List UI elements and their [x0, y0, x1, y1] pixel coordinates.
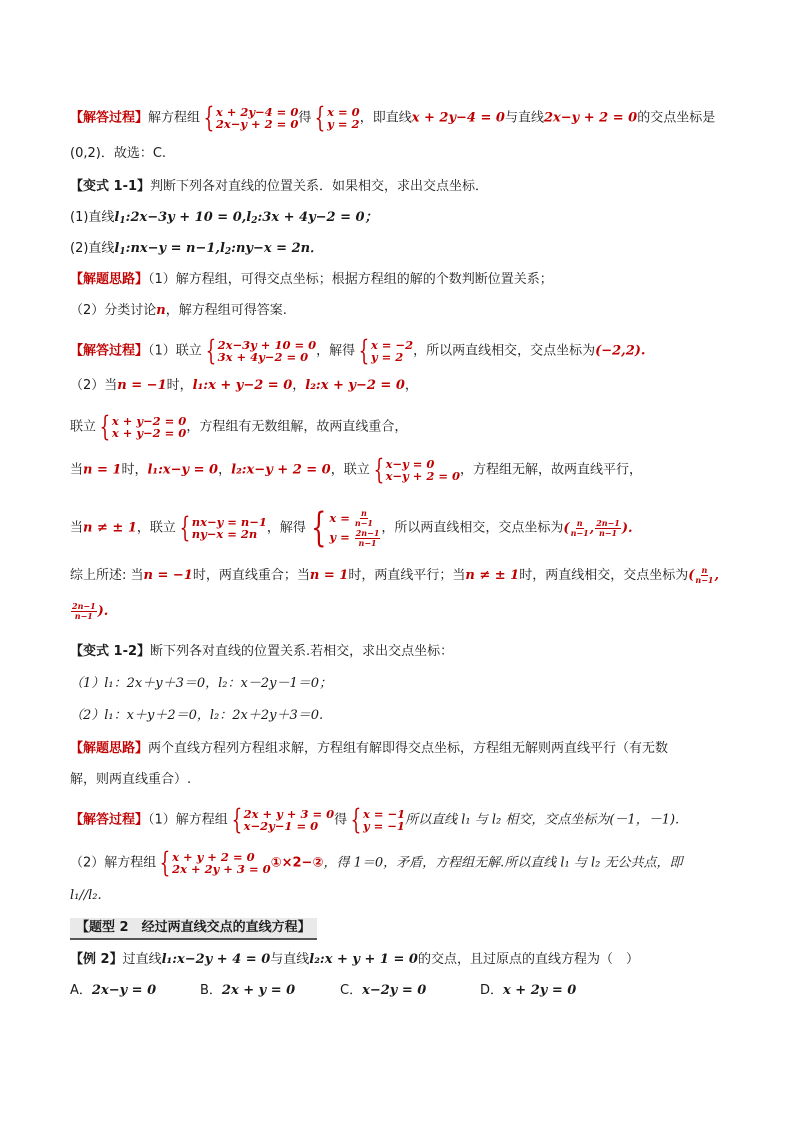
text: ，联立 — [330, 462, 370, 478]
variant-1-2-item-1 — [70, 675, 332, 693]
variant-text: 断下列各对直线的位置关系.若相交，求出交点坐标： — [150, 644, 454, 659]
section-heading: 【题型 2 经过两直线交点的直线方程】 — [70, 918, 317, 940]
variant-1-1-item-1 — [70, 209, 378, 230]
text: ， — [292, 378, 306, 393]
option-value: x−2y = 0 — [362, 983, 427, 998]
system-row: 2x + y + 3 = 0 — [243, 807, 335, 821]
equation-system: { x + y + 2 = 0 2x + 2y + 3 = 0 — [159, 846, 271, 879]
text: 联立 — [70, 419, 97, 435]
text: （1）解方程组 — [148, 812, 228, 828]
equation: l₂:x + y−2 = 0 — [305, 378, 405, 393]
answer-line — [70, 145, 166, 163]
equation: x + 2y−4 = 0 — [411, 110, 505, 126]
system-row: x−y + 2 = 0 — [385, 469, 461, 483]
equation-system: { 2x + y + 3 = 0 x−2y−1 = 0 — [231, 803, 335, 836]
variant-1-1-solution-1 — [70, 334, 646, 367]
fraction-denominator: n−1 — [570, 527, 589, 538]
text: 时，两直线重合；当 — [192, 568, 310, 583]
comma: , — [589, 520, 595, 536]
condition: n = −1 — [143, 568, 193, 583]
text: ，即直线 — [359, 110, 412, 126]
condition: n ≠ ± 1 — [465, 568, 520, 583]
variant-1-1-summary-cont — [70, 602, 108, 621]
fraction-denominator: n−1 — [74, 611, 93, 621]
condition: n = −1 — [117, 378, 167, 393]
text: （2）当 — [70, 378, 118, 393]
option-value: 2x−y = 0 — [91, 983, 157, 998]
idea-tag: 【解题思路】 — [70, 741, 149, 756]
example-2 — [70, 951, 639, 969]
paren: ). — [621, 520, 633, 536]
item-text: （1）l₁：2x＋y＋3＝0，l₂：x－2y－1＝0； — [70, 676, 332, 691]
text: 时， — [121, 462, 148, 478]
text: ，方程组有无数组解，故两直线重合， — [186, 419, 408, 435]
fraction-numerator: 2n−1 — [72, 601, 96, 611]
equation: l₂:x + y + 1 = 0 — [309, 952, 418, 967]
text: ，方程组无解，故两直线平行， — [460, 462, 643, 478]
text: 当 — [70, 462, 84, 478]
text: ，得 1＝0，矛盾，方程组无解.所以直线 l₁ 与 l₂ 无公共点，即 — [323, 855, 683, 871]
equation: :nx−y = n−1, — [125, 241, 220, 256]
system-row: nx−y = n−1 — [191, 515, 267, 529]
text: 得 — [298, 110, 312, 126]
text: （2）分类讨论 — [70, 303, 157, 318]
text: ，联立 — [136, 520, 176, 536]
fraction-denominator: n−1 — [354, 518, 373, 528]
idea-tag: 【解题思路】 — [70, 272, 149, 287]
system-row: 3x + 4y−2 = 0 — [217, 350, 309, 364]
item-text: （2）l₁：x＋y＋2＝0，l₂：2x＋2y＋3＝0. — [70, 708, 324, 723]
text: 的交点坐标是 — [637, 110, 716, 126]
idea-text: （1）解方程组，可得交点坐标；根据方程组的解的个数判断位置关系； — [148, 272, 553, 287]
equation-system: { x + 2y−4 = 0 2x−y + 2 = 0 — [203, 101, 299, 134]
solution-tag: 【解答过程】 — [70, 343, 149, 359]
variant-1-1-item-2 — [70, 240, 323, 261]
options-row — [70, 982, 610, 1000]
text: 综上所述: 当 — [70, 568, 144, 583]
variant-1-1-case-3 — [70, 453, 643, 486]
system-row: y = −1 — [362, 819, 405, 833]
option-label: A． — [70, 983, 92, 998]
variant-1-2-solution-2 — [70, 846, 683, 879]
top-solution-line — [70, 101, 716, 134]
system-row: x = 0 — [327, 105, 360, 119]
option-value: 2x + y = 0 — [221, 983, 296, 998]
text: ， — [218, 462, 232, 478]
idea-text: 两个直线方程列方程组求解，方程组有解即得交点坐标，方程组无解则两直线平行（有无数 — [148, 741, 669, 756]
option-b[interactable] — [200, 982, 340, 1000]
option-label: C． — [340, 983, 363, 998]
equation: l₁:x−2y + 4 = 0 — [161, 952, 271, 967]
system-row: x = −2 — [370, 338, 414, 352]
variant-1-1-case-2 — [70, 377, 418, 395]
text: ，所以两直线相交，交点坐标为 — [381, 520, 564, 536]
text: 时，两直线相交，交点坐标为 — [519, 568, 689, 583]
paren: ( — [688, 568, 695, 583]
system-row: y = 2 — [370, 350, 404, 364]
subscript: 2 — [251, 216, 258, 226]
option-label: D． — [480, 983, 504, 998]
option-value: x + 2y = 0 — [503, 983, 577, 998]
equation-system: { 2x−3y + 10 = 0 3x + 4y−2 = 0 — [205, 334, 317, 367]
system-row: x = −1 — [362, 807, 406, 821]
fraction-numerator: n — [361, 508, 367, 518]
text: ，解得 — [316, 343, 356, 359]
text: 的交点，且过原点的直线方程为（ ） — [417, 952, 639, 967]
equation-system: { x−y = 0 x−y + 2 = 0 — [373, 453, 461, 486]
variant-tag: 【变式 1-1】 — [70, 179, 151, 194]
text: （2）解方程组 — [70, 855, 157, 871]
subscript: 2 — [224, 247, 232, 257]
variant-1-1-idea — [70, 271, 553, 289]
type-2-heading — [70, 918, 317, 940]
comma: , — [714, 568, 720, 583]
system-row: x + 2y−4 = 0 — [215, 105, 299, 119]
solution-tag: 【解答过程】 — [70, 110, 149, 126]
system-row: x + y + 2 = 0 — [172, 850, 255, 864]
solution-system: { x = $\frac{n}{n-1}$ y = $\frac{2n-1}{n-1}$ — [311, 505, 380, 551]
text: 解方程组 — [148, 110, 201, 126]
variant-1-1-case-2b — [70, 410, 408, 443]
solution-tag: 【解答过程】 — [70, 812, 149, 828]
variant-1-2-item-2 — [70, 707, 323, 725]
operation: ①×2−② — [270, 855, 324, 871]
line-label: l — [219, 241, 225, 256]
idea-text: 解，则两直线重合）. — [70, 772, 192, 787]
equation: l₁:x + y−2 = 0 — [192, 378, 293, 393]
line-label: l — [114, 241, 120, 256]
text: 时， — [166, 378, 193, 393]
line-label: l — [114, 210, 120, 225]
system-row: x−2y−1 = 0 — [243, 819, 319, 833]
system-row: 2x−y + 2 = 0 — [215, 117, 299, 131]
fraction-denominator: n−1 — [358, 537, 377, 548]
option-a[interactable] — [70, 982, 200, 1000]
y-label: y = — [329, 530, 350, 544]
system-row: x + y−2 = 0 — [111, 426, 187, 440]
condition: n = 1 — [309, 568, 349, 583]
text: （1）联立 — [148, 343, 202, 359]
equation: l₂:x−y + 2 = 0 — [231, 462, 331, 478]
text: (2)直线 — [70, 241, 115, 256]
fraction-numerator: 2n−1 — [596, 517, 620, 528]
subscript: 1 — [119, 247, 126, 257]
option-label: B． — [200, 983, 222, 998]
x-label: x = — [329, 510, 350, 525]
equation-system: { nx−y = n−1 ny−x = 2n — [179, 511, 267, 544]
system-row: 2x + 2y + 3 = 0 — [172, 862, 271, 876]
point: (−2,2). — [595, 343, 646, 359]
fraction-denominator: n−1 — [695, 575, 714, 585]
text: (1)直线 — [70, 210, 115, 225]
text: 与直线 — [270, 952, 310, 967]
condition: n ≠ ± 1 — [83, 520, 137, 536]
system-row: y = 2 — [327, 117, 360, 131]
option-d[interactable] — [480, 982, 610, 1000]
fraction-denominator: n−1 — [598, 527, 618, 538]
fraction-numerator: n — [701, 565, 708, 575]
math-var: n — [156, 303, 166, 318]
paren: ). — [97, 604, 109, 619]
variant-1-2-title — [70, 643, 453, 661]
equation-system: { x = −2 y = 2 — [358, 334, 414, 367]
variant-1-1-summary — [70, 566, 719, 585]
answer-text: (0,2)．故选：C. — [70, 146, 167, 161]
text: 时，两直线平行；当 — [348, 568, 466, 583]
fraction-numerator: n — [576, 517, 583, 528]
text: ，解方程组可得答案. — [165, 303, 287, 318]
text: l₁//l₂. — [70, 888, 102, 903]
variant-1-2-solution-2-cont — [70, 887, 102, 905]
text: 过直线 — [122, 952, 162, 967]
equation: :2x−3y + 10 = 0, — [125, 210, 247, 225]
paren: ( — [563, 520, 570, 536]
equation: 2x−y + 2 = 0 — [543, 110, 638, 126]
equation-system: { x + y−2 = 0 x + y−2 = 0 — [99, 410, 187, 443]
system-row: 2x−3y + 10 = 0 — [217, 338, 317, 352]
variant-1-2-solution-1 — [70, 803, 680, 836]
equation: :ny−x = 2n． — [231, 241, 324, 256]
condition: n = 1 — [83, 462, 122, 478]
text: 得 — [334, 812, 348, 828]
fraction-numerator: 2n−1 — [355, 527, 380, 538]
option-c[interactable] — [340, 982, 480, 1000]
text: 与直线 — [504, 110, 544, 126]
equation: :3x + 4y−2 = 0； — [257, 210, 378, 225]
system-row: x + y−2 = 0 — [111, 414, 187, 428]
text: ，所以两直线相交，交点坐标为 — [413, 343, 596, 359]
system-row: x−y = 0 — [385, 457, 435, 471]
variant-1-1-idea-2 — [70, 302, 287, 320]
equation: l₁:x−y = 0 — [147, 462, 219, 478]
text: ， — [404, 378, 418, 393]
text: ，解得 — [266, 520, 306, 536]
variant-1-1-case-4 — [70, 505, 633, 551]
variant-tag: 【变式 1-2】 — [70, 644, 151, 659]
equation-system: { x = 0 y = 2 — [314, 101, 360, 134]
line-label: l — [246, 210, 252, 225]
equation-system: { x = −1 y = −1 — [350, 803, 406, 836]
system-row: ny−x = 2n — [191, 527, 258, 541]
text: 当 — [70, 520, 84, 536]
variant-1-1-title — [70, 178, 488, 196]
variant-1-2-idea — [70, 740, 668, 758]
variant-text: 判断下列各对直线的位置关系．如果相交，求出交点坐标． — [150, 179, 489, 194]
variant-1-2-idea-cont — [70, 771, 191, 789]
subscript: 1 — [119, 216, 126, 226]
example-tag: 【例 2】 — [70, 952, 123, 967]
text: 所以直线 l₁ 与 l₂ 相交，交点坐标为(－1，－1). — [405, 812, 680, 828]
